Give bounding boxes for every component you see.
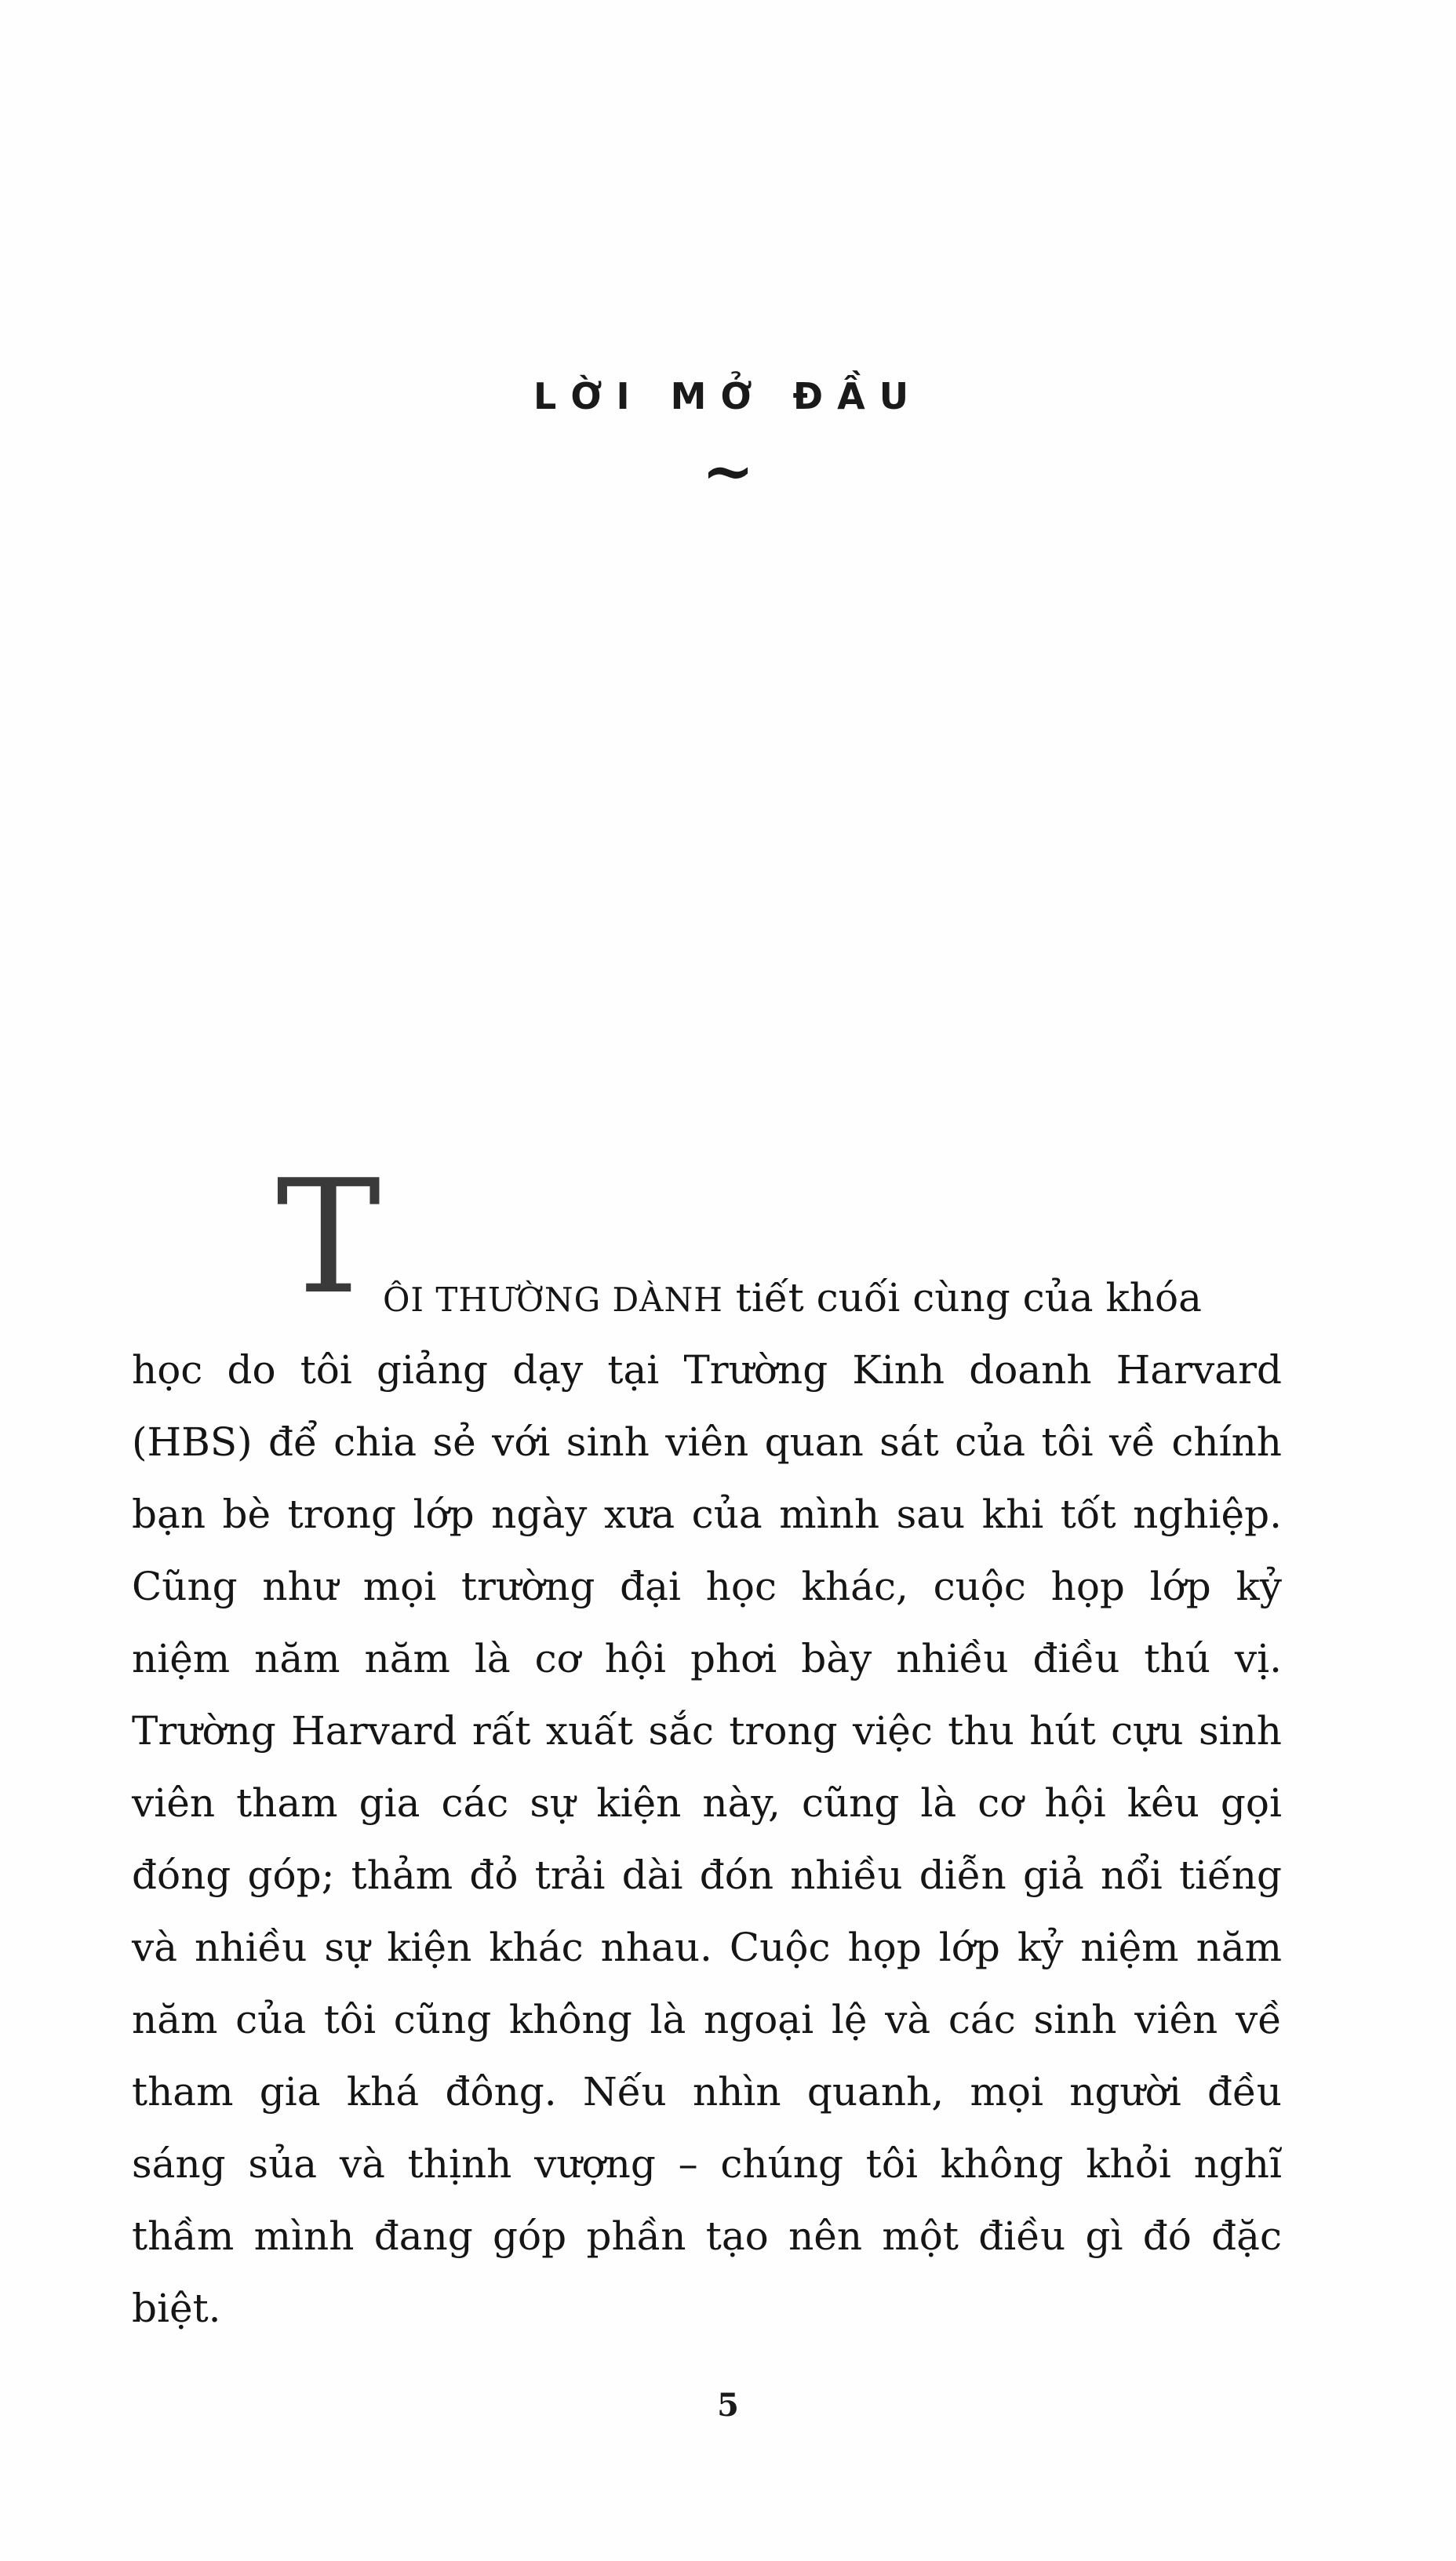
chapter-heading: LỜI MỞ ĐẦU xyxy=(533,375,923,417)
paragraph-line: Trường Harvard rất xuất sắc trong việc thu hút cựu sinh xyxy=(132,1708,1282,1754)
paragraph-line: biệt. xyxy=(132,2286,221,2331)
paragraph-line: (HBS) để chia sẻ với sinh viên quan sát của tôi về chính xyxy=(132,1419,1282,1465)
paragraph-line: thầm mình đang góp phần tạo nên một điều gì đó đặc xyxy=(132,2213,1282,2259)
paragraph-line: viên tham gia các sự kiện này, cũng là cơ hội kêu gọi xyxy=(132,1780,1282,1826)
first-line-smallcaps: ÔI THƯỜNG DÀNH xyxy=(383,1280,723,1319)
paragraph-line: đóng góp; thảm đỏ trải dài đón nhiều diễn giả nổi tiếng xyxy=(132,1852,1282,1898)
paragraph-line: sáng sủa và thịnh vượng – chúng tôi không khỏi nghĩ xyxy=(132,2141,1282,2187)
paragraph-line: bạn bè trong lớp ngày xưa của mình sau khi tốt nghiệp. xyxy=(132,1492,1282,1537)
paragraph-line: niệm năm năm là cơ hội phơi bày nhiều điều thú vị. xyxy=(132,1636,1282,1681)
drop-cap: T xyxy=(276,1146,381,1329)
paragraph-line: năm của tôi cũng không là ngoại lệ và các sinh viên về xyxy=(132,1997,1282,2042)
paragraph-line: học do tôi giảng dạy tại Trường Kinh doanh Harvard xyxy=(132,1347,1282,1393)
first-line-rest: tiết cuối cùng của khóa xyxy=(723,1275,1202,1321)
paragraph-line: và nhiều sự kiện khác nhau. Cuộc họp lớp kỷ niệm năm xyxy=(132,1925,1282,1970)
first-line xyxy=(383,1262,1293,1336)
paragraph-line: tham gia khá đông. Nếu nhìn quanh, mọi người đều xyxy=(132,2069,1282,2115)
tilde-ornament: ~ xyxy=(701,434,755,508)
body-paragraph xyxy=(132,1334,1282,2344)
page-number: 5 xyxy=(717,2387,739,2424)
paragraph-line: Cũng như mọi trường đại học khác, cuộc họp lớp kỷ xyxy=(132,1564,1282,1609)
